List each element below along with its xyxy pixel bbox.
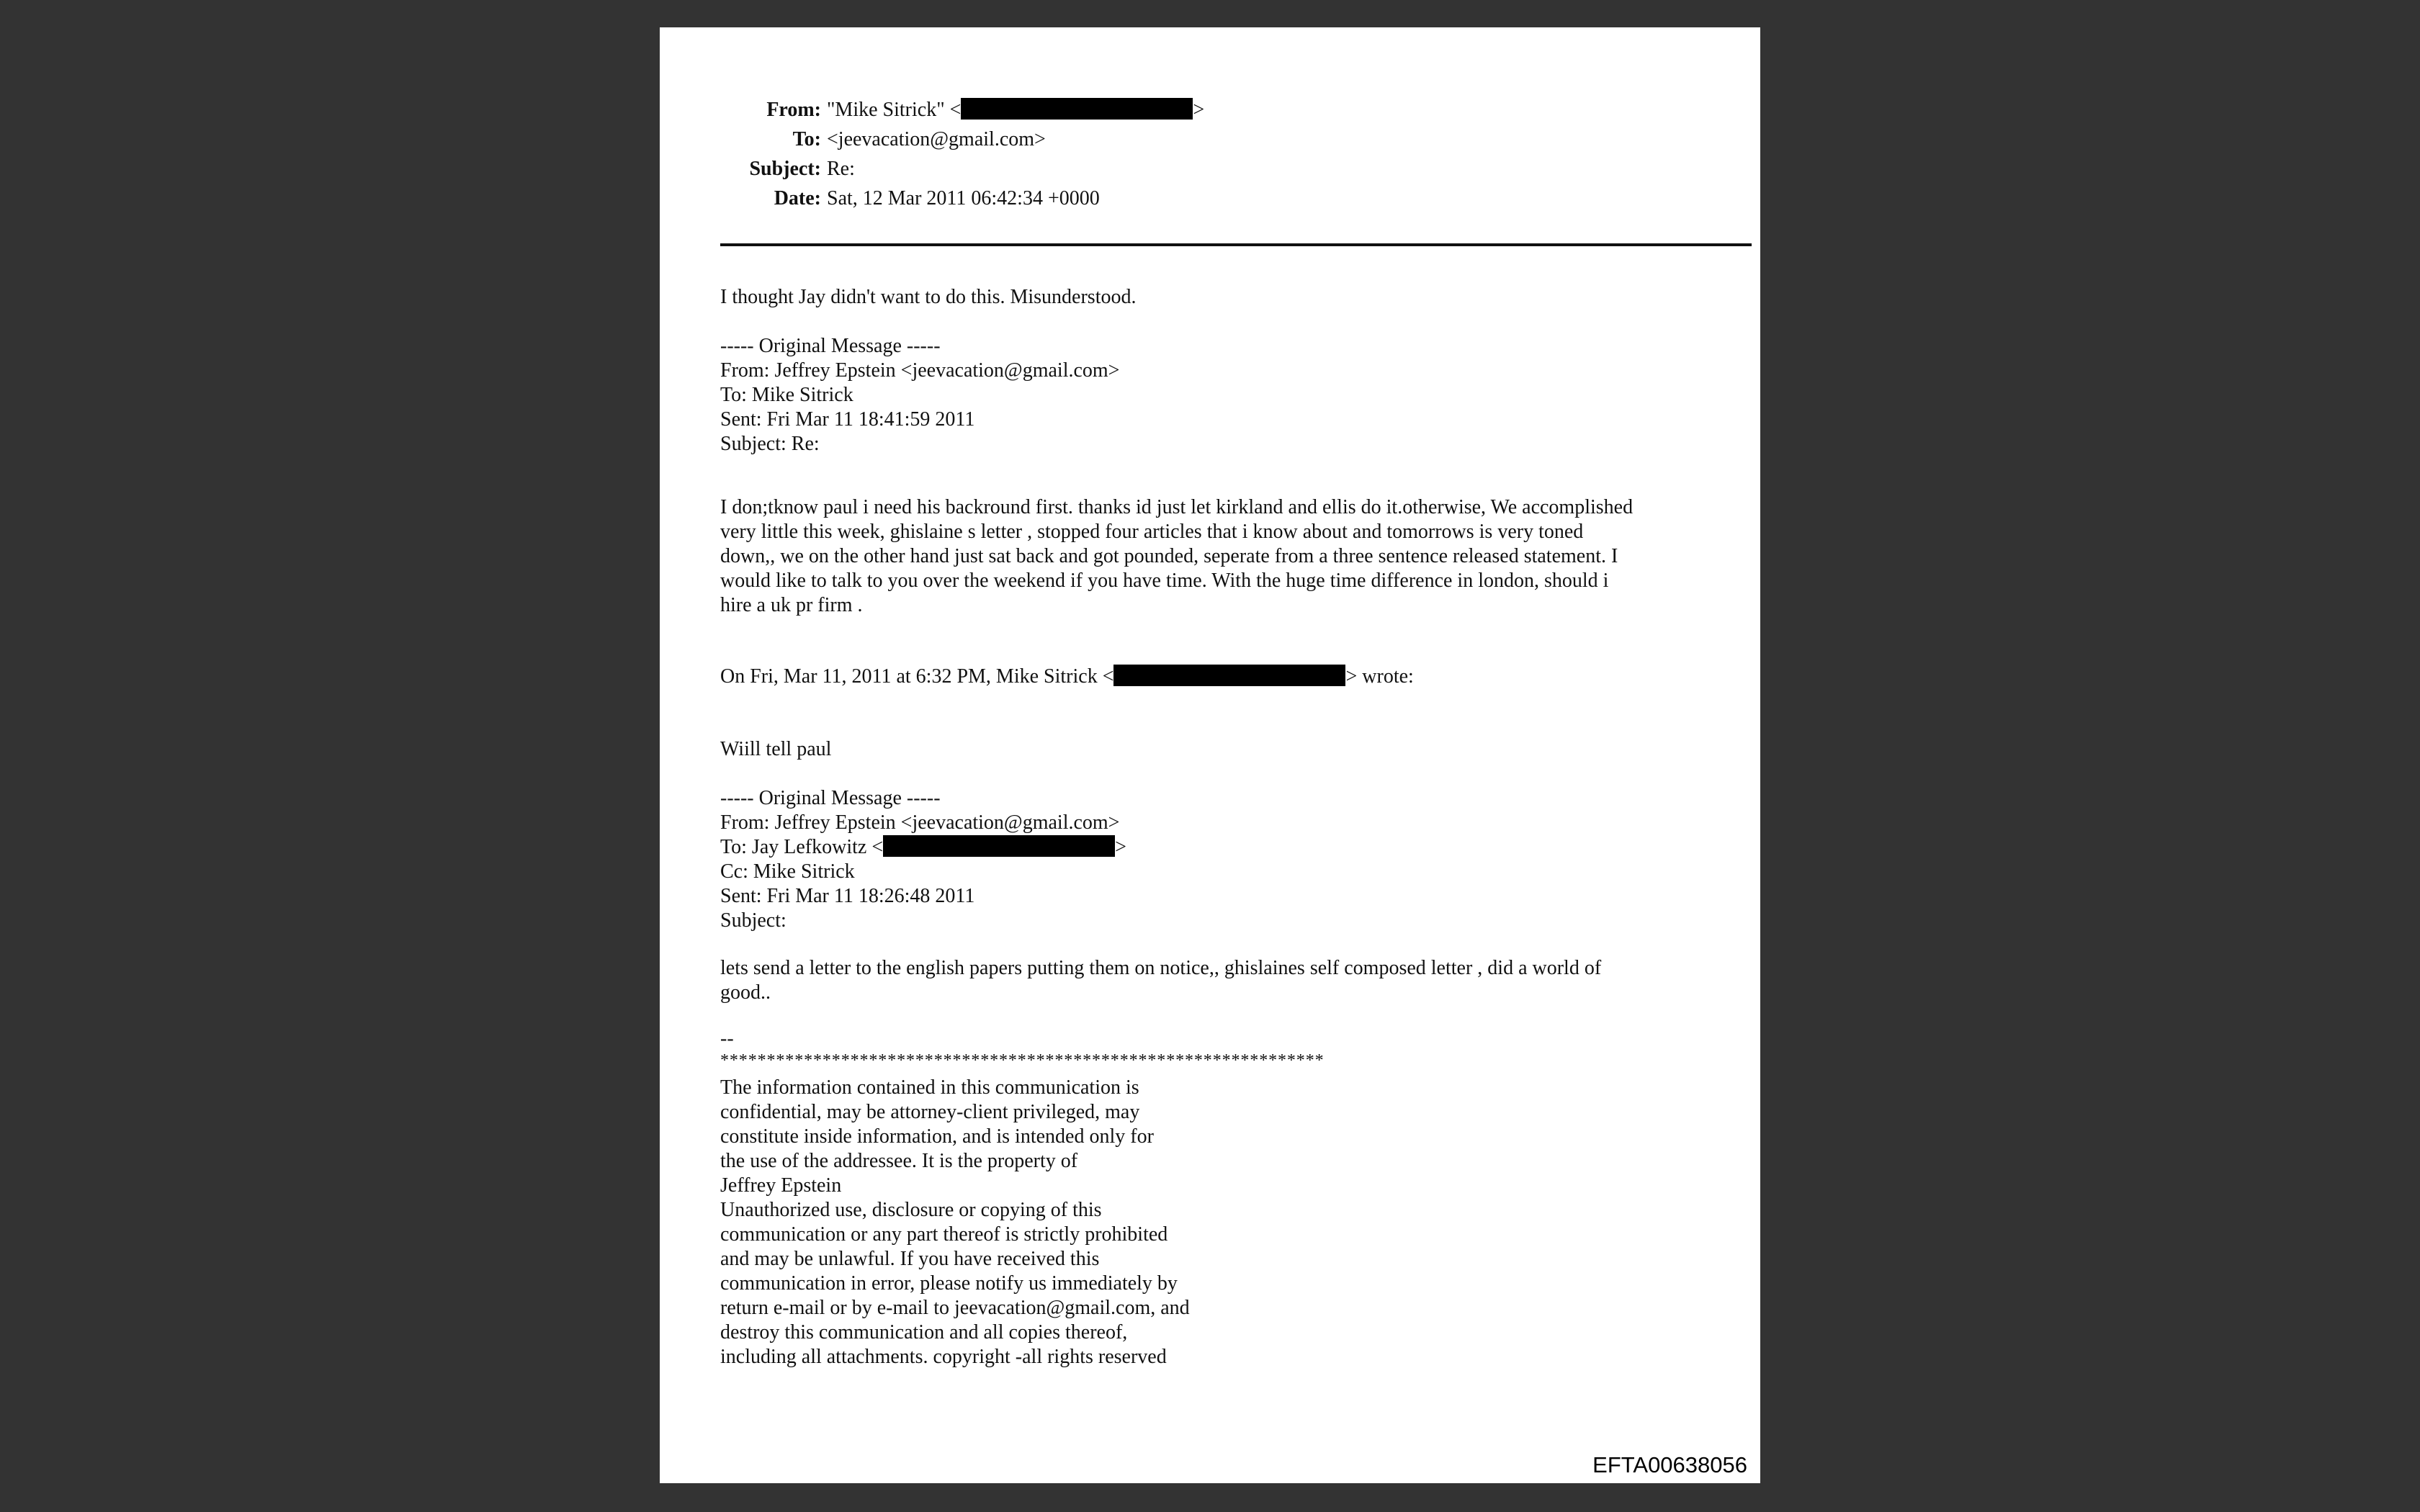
original-divider: ----- Original Message ----- [720,787,941,809]
to-value: <jeevacation@gmail.com> [827,128,1046,150]
document-id: EFTA00638056 [1592,1452,1747,1477]
date-label-box [660,186,821,211]
disclaimer-line: destroy this communication and all copies thereof, [720,1321,1128,1344]
body-line: I don;tknow paul i need his backround first. thanks id just let kirkland and ellis do it.otherwise, We accomplished [720,496,1634,518]
reply-text: I thought Jay didn't want to do this. Misunderstood. [720,286,1137,308]
original-from: From: Jeffrey Epstein <jeevacation@gmail.com> [720,359,1120,382]
original-to: To: Jay Lefkowitz < > [720,836,1126,858]
subject-label-box [660,157,821,181]
original-sent: Sent: Fri Mar 11 18:26:48 2011 [720,885,975,907]
original-message-1-body [720,495,1729,618]
from-value [827,98,1204,122]
date-value: Sat, 12 Mar 2011 06:42:34 +0000 [827,187,1100,210]
original-to: To: Mike Sitrick [720,384,853,406]
body-line: would like to talk to you over the weekend if you have time. With the huge time difference in london, should i [720,570,1609,592]
disclaimer-line: return e-mail or by e-mail to jeevacation@gmail.com, and [720,1297,1190,1319]
original-sent: Sent: Fri Mar 11 18:41:59 2011 [720,408,975,431]
disclaimer-line: including all attachments. copyright -all rights reserved [720,1346,1167,1368]
disclaimer-line: Unauthorized use, disclosure or copying of this [720,1199,1102,1221]
original-subject: Subject: Re: [720,433,820,455]
reply-2-text: Wiill tell paul [720,738,832,760]
from-label: From: [766,99,821,121]
body-line: good.. [720,981,771,1004]
signature-stars: ***************************************************************** [720,1051,1325,1070]
original-subject: Subject: [720,909,786,932]
body-line: very little this week, ghislaine s letter , stopped four articles that i know about and tomorrows is very toned [720,521,1584,543]
original-from: From: Jeffrey Epstein <jeevacation@gmail.com> [720,811,1120,834]
subject-label: Subject: [749,158,821,180]
disclaimer-line: and may be unlawful. If you have received this [720,1248,1100,1270]
redaction-bar [1113,665,1345,686]
from-end: > [1193,99,1205,121]
document-page [660,27,1760,1483]
original-message-2-body [720,956,1729,1005]
signature-dashes: -- [720,1027,734,1050]
redaction-bar [883,835,1115,857]
redaction-bar [961,98,1193,120]
quote-suffix: > wrote: [1345,665,1414,688]
to-label: To: [792,128,821,150]
body-line: down,, we on the other hand just sat back and got pounded, seperate from a three sentence released statement. I [720,545,1618,567]
disclaimer-line: constitute inside information, and is intended only for [720,1125,1154,1148]
body-line: hire a uk pr firm . [720,594,863,616]
disclaimer-line: Jeffrey Epstein [720,1174,842,1197]
original-message-2 [720,786,1729,933]
original-divider: ----- Original Message ----- [720,335,941,357]
signature [720,1028,1729,1071]
header-divider [720,243,1752,246]
disclaimer [720,1076,1729,1369]
quote-line [720,665,1729,689]
quote-prefix: On Fri, Mar 11, 2011 at 6:32 PM, Mike Sitrick < [720,665,1114,688]
disclaimer-line: communication or any part thereof is strictly prohibited [720,1223,1168,1246]
from-label-box [660,98,821,122]
disclaimer-line: the use of the addressee. It is the property of [720,1150,1078,1172]
original-cc: Cc: Mike Sitrick [720,860,855,883]
from-name: "Mike Sitrick" < [827,99,962,121]
disclaimer-line: communication in error, please notify us immediately by [720,1272,1178,1295]
subject-value: Re: [827,158,855,180]
original-message-1 [720,334,1729,456]
disclaimer-line: The information contained in this communication is [720,1076,1139,1099]
to-label-box [660,127,821,152]
body-line: lets send a letter to the english papers putting them on notice,, ghislaines self composed letter , did a world of [720,957,1602,979]
disclaimer-line: confidential, may be attorney-client privileged, may [720,1101,1140,1123]
date-label: Date: [774,187,821,210]
